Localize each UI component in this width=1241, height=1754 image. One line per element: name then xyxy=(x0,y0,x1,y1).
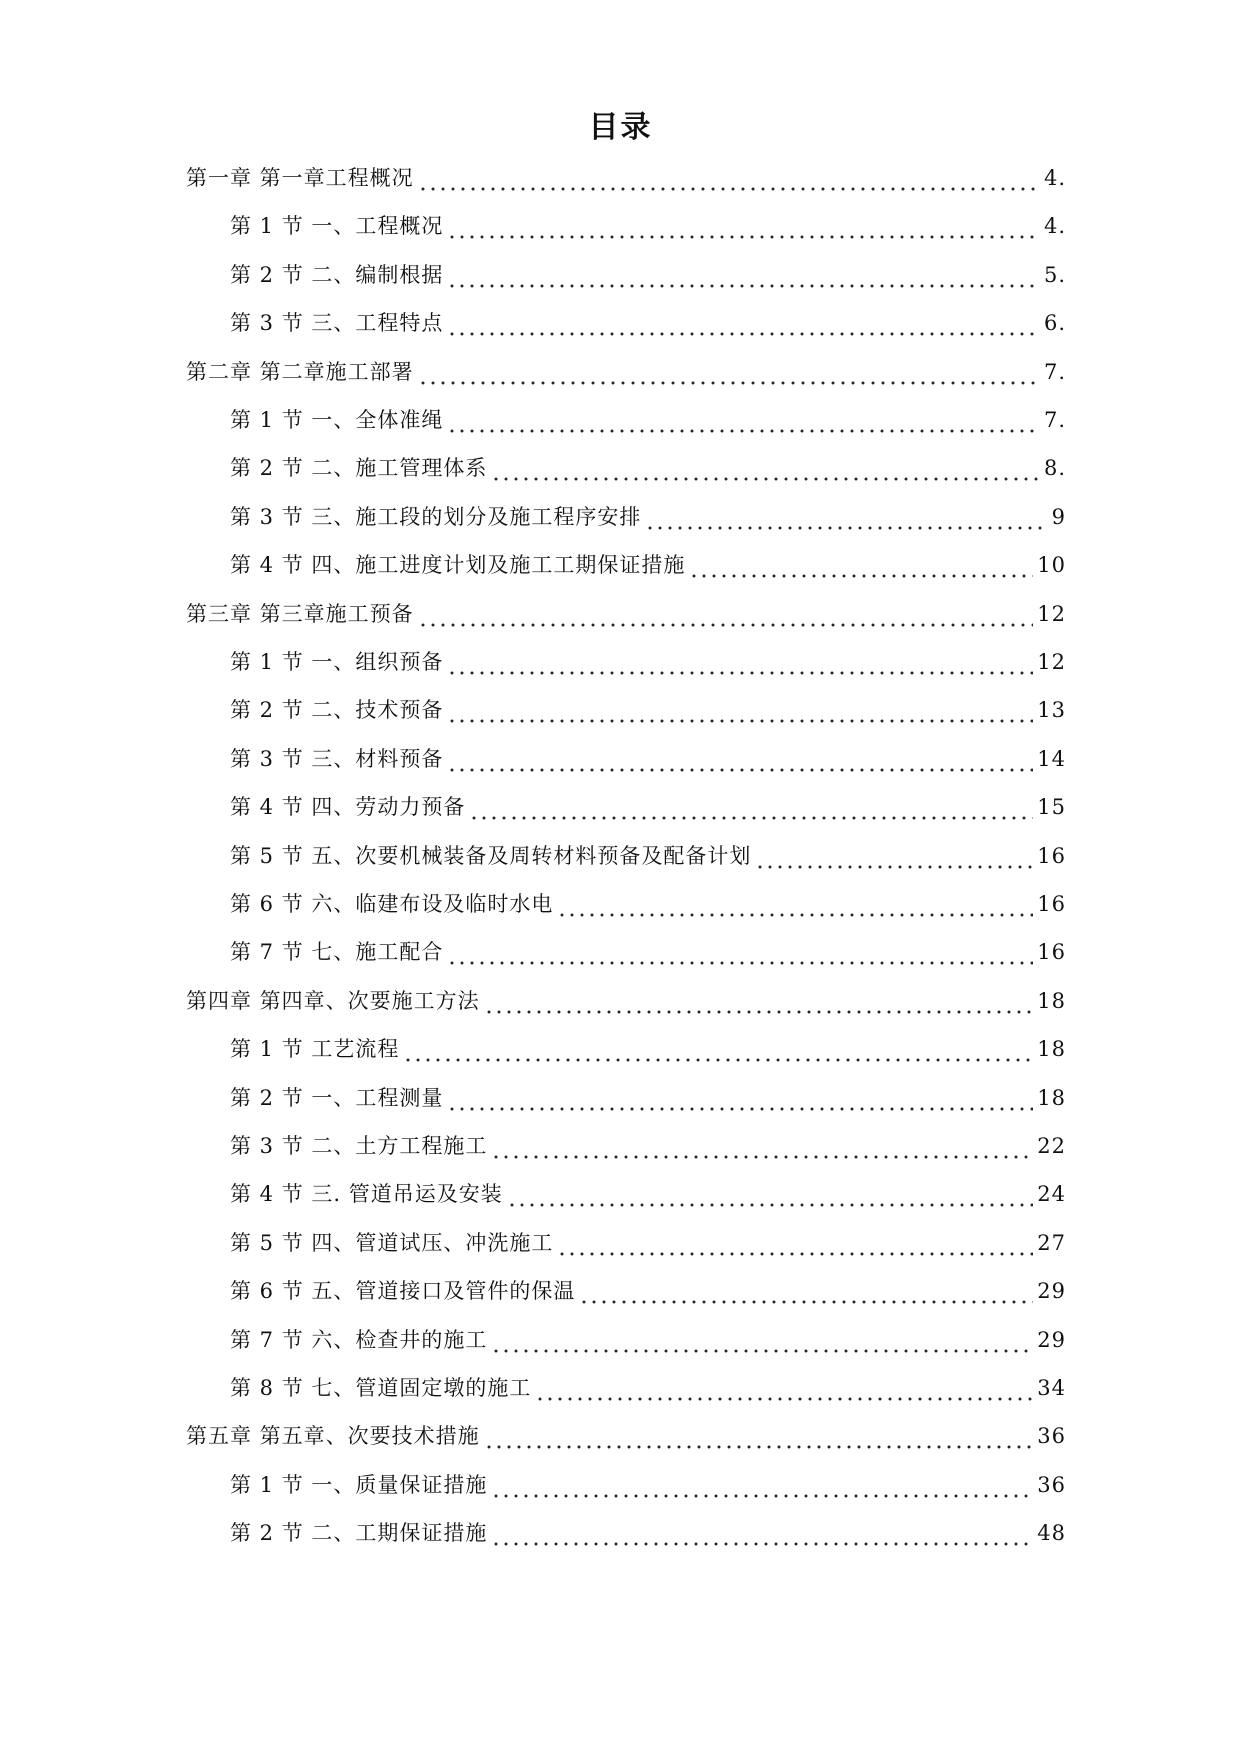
toc-entry-title: 第 7 节 六、检查井的施工 xyxy=(230,1328,488,1352)
toc-dot-leader xyxy=(418,599,1034,629)
toc-dot-leader xyxy=(535,1373,1033,1403)
toc-dot-leader xyxy=(491,1131,1033,1161)
toc-page-number: 16 xyxy=(1037,892,1066,916)
toc-section-entry[interactable] xyxy=(230,308,1066,338)
toc-section-entry[interactable] xyxy=(230,889,1066,919)
toc-section-entry[interactable] xyxy=(230,550,1066,580)
toc-section-entry[interactable] xyxy=(230,1325,1066,1355)
toc-entry-title: 第 4 节 四、施工进度计划及施工工期保证措施 xyxy=(230,553,686,577)
toc-dot-leader xyxy=(491,1518,1033,1548)
toc-dot-leader xyxy=(557,889,1033,919)
toc-dot-leader xyxy=(418,357,1040,387)
toc-entry-title: 第二章 第二章施工部署 xyxy=(186,360,414,384)
toc-dot-leader xyxy=(447,260,1040,290)
toc-page-number: 7. xyxy=(1043,408,1066,432)
toc-dot-leader xyxy=(403,1034,1033,1064)
toc-section-entry[interactable] xyxy=(230,502,1066,532)
toc-section-entry[interactable] xyxy=(230,792,1066,822)
toc-section-entry[interactable] xyxy=(230,1034,1066,1064)
toc-section-entry[interactable] xyxy=(230,841,1066,871)
toc-dot-leader xyxy=(579,1276,1033,1306)
toc-dot-leader xyxy=(447,695,1033,725)
toc-chapter-entry[interactable] xyxy=(186,163,1066,193)
toc-page-number: 34 xyxy=(1037,1376,1066,1400)
toc-dot-leader xyxy=(507,1179,1034,1209)
toc-dot-leader xyxy=(491,1470,1033,1500)
toc-page-number: 48 xyxy=(1037,1521,1066,1545)
toc-section-entry[interactable] xyxy=(230,744,1066,774)
toc-entry-title: 第 8 节 七、管道固定墩的施工 xyxy=(230,1376,532,1400)
toc-section-entry[interactable] xyxy=(230,453,1066,483)
toc-dot-leader xyxy=(447,405,1040,435)
toc-entry-title: 第 3 节 二、土方工程施工 xyxy=(230,1134,488,1158)
toc-dot-leader xyxy=(491,1325,1033,1355)
toc-dot-leader xyxy=(447,1083,1033,1113)
toc-section-entry[interactable] xyxy=(230,695,1066,725)
toc-section-entry[interactable] xyxy=(230,1373,1066,1403)
toc-section-entry[interactable] xyxy=(230,405,1066,435)
toc-section-entry[interactable] xyxy=(230,1518,1066,1548)
toc-dot-leader xyxy=(447,211,1040,241)
toc-page-number: 15 xyxy=(1037,795,1066,819)
toc-page-number: 10 xyxy=(1037,553,1066,577)
toc-section-entry[interactable] xyxy=(230,1131,1066,1161)
toc-entry-title: 第四章 第四章、次要施工方法 xyxy=(186,989,480,1013)
toc-entry-title: 第 3 节 三、施工段的划分及施工程序安排 xyxy=(230,505,642,529)
toc-chapter-entry[interactable] xyxy=(186,986,1066,1016)
toc-dot-leader xyxy=(447,647,1033,677)
toc-entry-title: 第 5 节 五、次要机械装备及周转材料预备及配备计划 xyxy=(230,844,752,868)
toc-section-entry[interactable] xyxy=(230,1470,1066,1500)
toc-entry-title: 第三章 第三章施工预备 xyxy=(186,602,414,626)
toc-section-entry[interactable] xyxy=(230,260,1066,290)
toc-dot-leader xyxy=(418,163,1040,193)
toc-page-number: 6. xyxy=(1043,311,1066,335)
toc-page-number: 13 xyxy=(1037,698,1066,722)
toc-section-entry[interactable] xyxy=(230,647,1066,677)
toc-entry-title: 第 1 节 一、组织预备 xyxy=(230,650,444,674)
toc-page-number: 24 xyxy=(1037,1182,1066,1206)
toc-page-number: 18 xyxy=(1037,1037,1066,1061)
toc-section-entry[interactable] xyxy=(230,1276,1066,1306)
toc-page-number: 27 xyxy=(1037,1231,1066,1255)
toc-page-number: 4. xyxy=(1043,214,1066,238)
toc-chapter-entry[interactable] xyxy=(186,1421,1066,1451)
toc-entry-title: 第 1 节 一、全体准绳 xyxy=(230,408,444,432)
toc-entry-title: 第 1 节 一、质量保证措施 xyxy=(230,1473,488,1497)
toc-dot-leader xyxy=(484,1421,1034,1451)
toc-entry-title: 第 2 节 二、技术预备 xyxy=(230,698,444,722)
toc-dot-leader xyxy=(491,453,1040,483)
toc-page-number: 18 xyxy=(1037,1086,1066,1110)
toc-page-number: 9 xyxy=(1051,505,1066,529)
toc-section-entry[interactable] xyxy=(230,1083,1066,1113)
toc-chapter-entry[interactable] xyxy=(186,357,1066,387)
toc-section-entry[interactable] xyxy=(230,1228,1066,1258)
toc-entry-title: 第 2 节 二、施工管理体系 xyxy=(230,456,488,480)
toc-entry-title: 第 2 节 一、工程测量 xyxy=(230,1086,444,1110)
toc-section-entry[interactable] xyxy=(230,211,1066,241)
toc-dot-leader xyxy=(447,308,1040,338)
toc-dot-leader xyxy=(755,841,1033,871)
toc-dot-leader xyxy=(447,744,1033,774)
toc-entry-title: 第 6 节 六、临建布设及临时水电 xyxy=(230,892,554,916)
toc-page-number: 12 xyxy=(1037,650,1066,674)
toc-entry-title: 第 6 节 五、管道接口及管件的保温 xyxy=(230,1279,576,1303)
toc-entry-title: 第 7 节 七、施工配合 xyxy=(230,940,444,964)
toc-page-number: 16 xyxy=(1037,844,1066,868)
toc-page-number: 18 xyxy=(1037,989,1066,1013)
toc-entry-title: 第 4 节 四、劳动力预备 xyxy=(230,795,466,819)
toc-page-number: 12 xyxy=(1037,602,1066,626)
toc-entry-title: 第 1 节 一、工程概况 xyxy=(230,214,444,238)
toc-page-number: 29 xyxy=(1037,1279,1066,1303)
toc-page-number: 36 xyxy=(1037,1473,1066,1497)
toc-dot-leader xyxy=(689,550,1033,580)
toc-page-number: 8. xyxy=(1043,456,1066,480)
toc-dot-leader xyxy=(557,1228,1033,1258)
toc-section-entry[interactable] xyxy=(230,937,1066,967)
toc-dot-leader xyxy=(484,986,1034,1016)
toc-entry-title: 第 3 节 三、工程特点 xyxy=(230,311,444,335)
toc-dot-leader xyxy=(447,937,1033,967)
toc-entry-title: 第 3 节 三、材料预备 xyxy=(230,747,444,771)
toc-entry-title: 第 1 节 工艺流程 xyxy=(230,1037,400,1061)
toc-page-number: 14 xyxy=(1037,747,1066,771)
toc-page-number: 29 xyxy=(1037,1328,1066,1352)
toc-dot-leader xyxy=(469,792,1033,822)
toc-page-number: 7. xyxy=(1043,360,1066,384)
toc-entry-title: 第 2 节 二、编制根据 xyxy=(230,263,444,287)
toc-page-number: 16 xyxy=(1037,940,1066,964)
toc-page-number: 4. xyxy=(1043,166,1066,190)
toc-entry-title: 第一章 第一章工程概况 xyxy=(186,166,414,190)
toc-section-entry[interactable] xyxy=(230,1179,1066,1209)
page-title: 目录 xyxy=(588,110,653,145)
toc-page-number: 5. xyxy=(1043,263,1066,287)
toc-entry-title: 第 4 节 三. 管道吊运及安装 xyxy=(230,1182,503,1206)
toc-page-number: 22 xyxy=(1037,1134,1066,1158)
toc-entry-title: 第五章 第五章、次要技术措施 xyxy=(186,1424,480,1448)
toc-entry-title: 第 5 节 四、管道试压、冲洗施工 xyxy=(230,1231,554,1255)
toc-entry-title: 第 2 节 二、工期保证措施 xyxy=(230,1521,488,1545)
toc-chapter-entry[interactable] xyxy=(186,599,1066,629)
toc-dot-leader xyxy=(645,502,1044,532)
toc-page-number: 36 xyxy=(1037,1424,1066,1448)
